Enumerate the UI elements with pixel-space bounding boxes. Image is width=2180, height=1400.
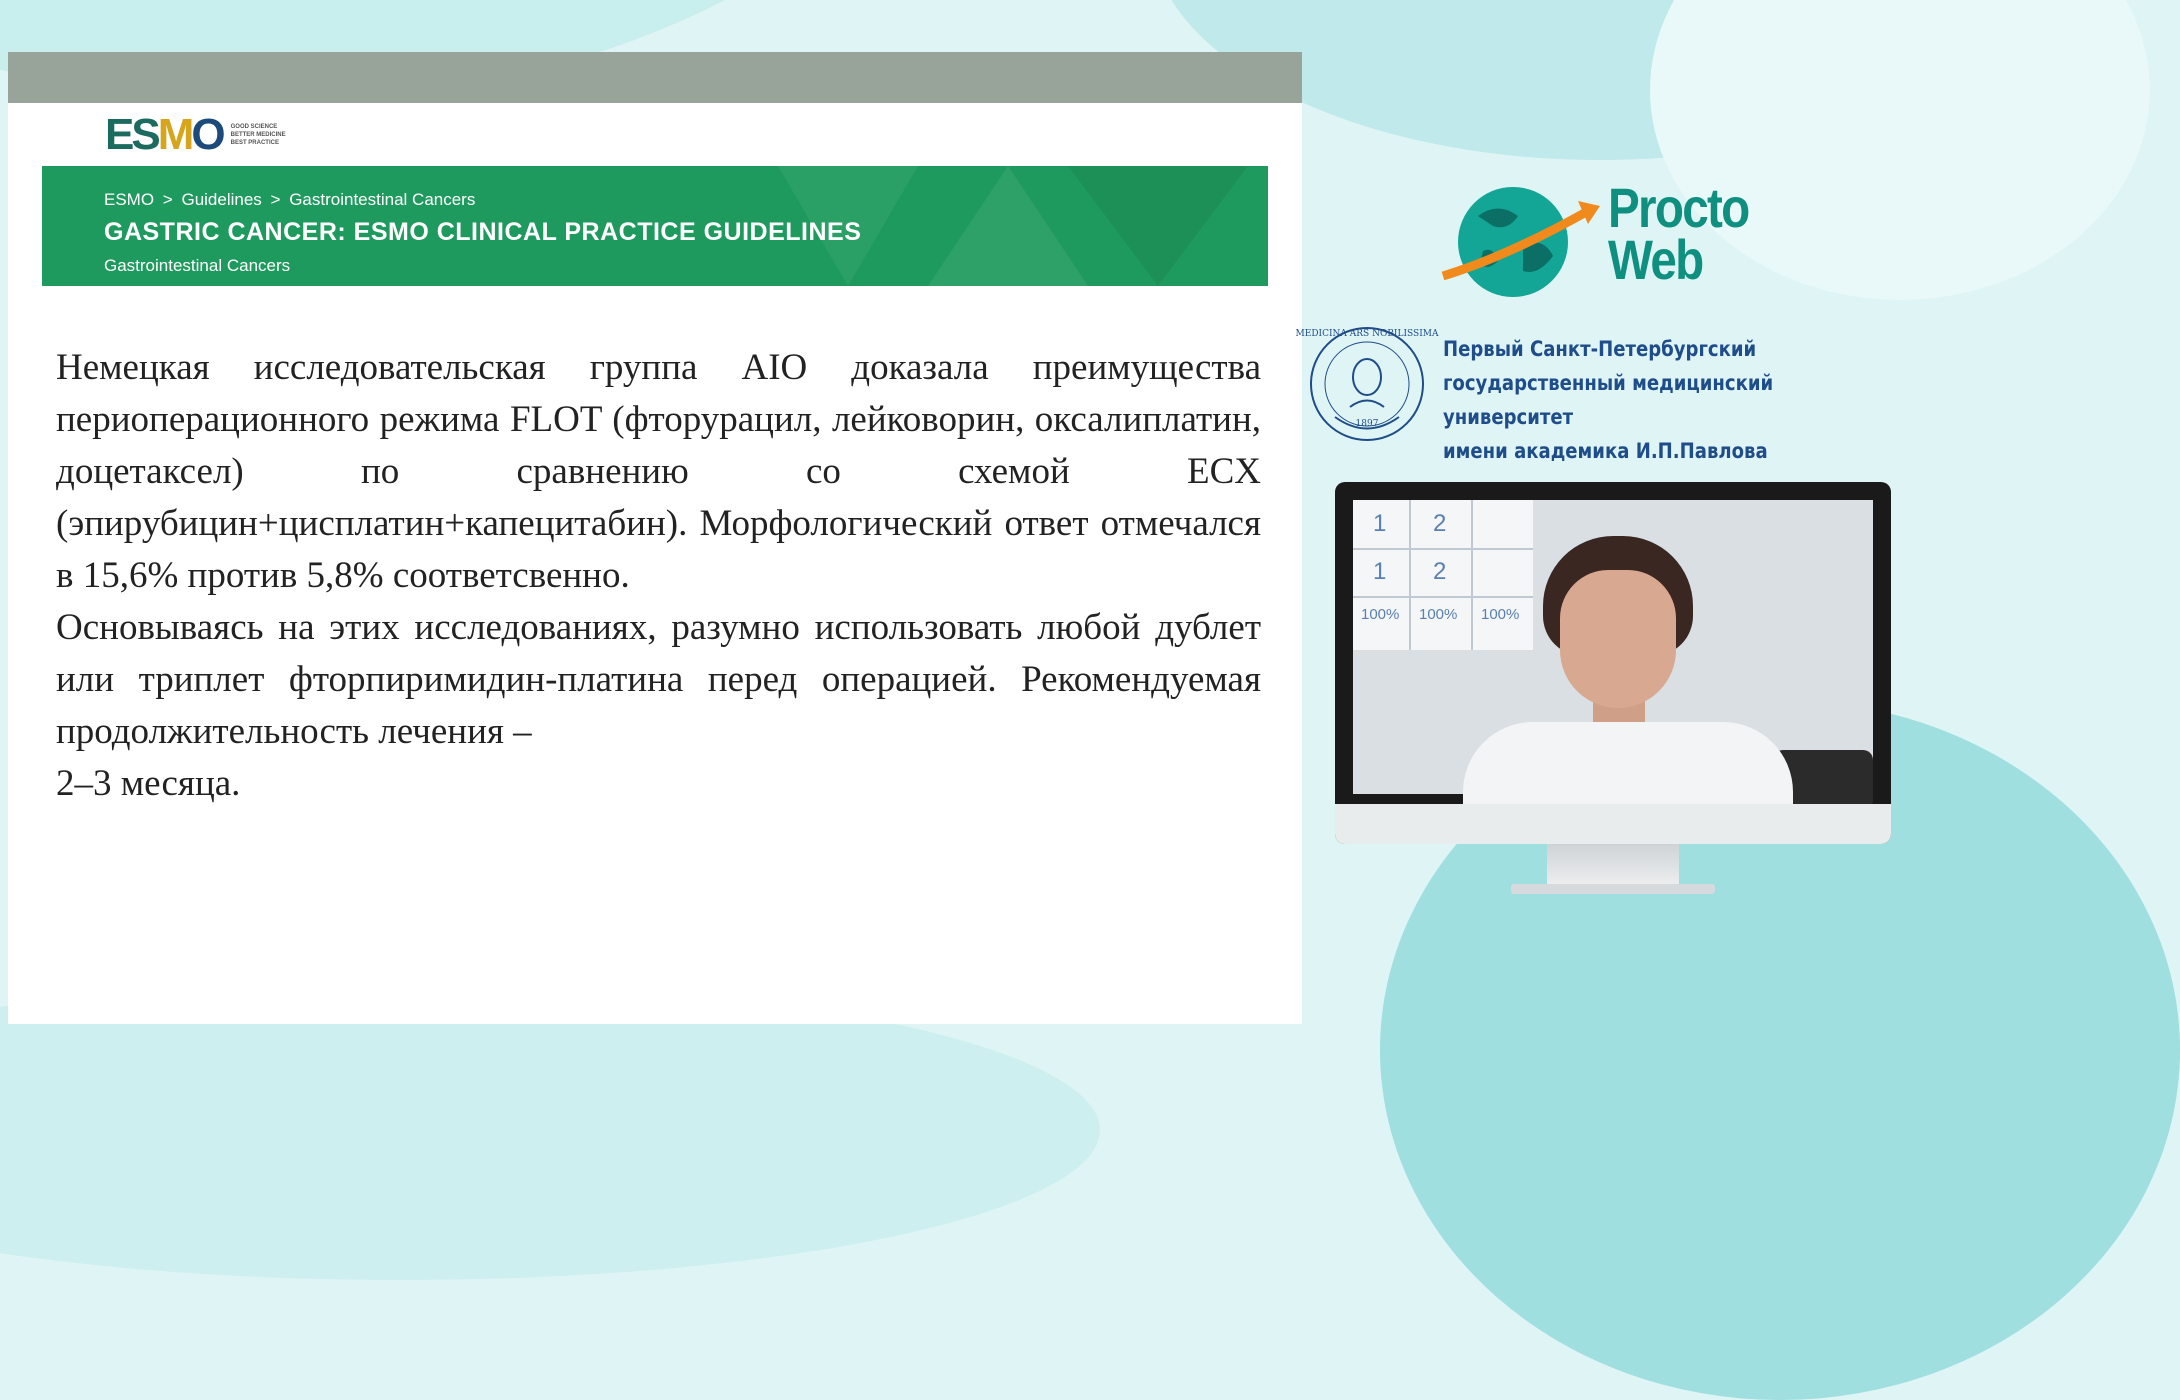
banner-title: GASTRIC CANCER: ESMO CLINICAL PRACTICE GUIDELINES <box>104 218 862 246</box>
speaker-video-monitor <box>1335 482 1891 912</box>
breadcrumb-item: ESMO <box>104 190 155 209</box>
board-mark: 100% <box>1361 606 1400 623</box>
breadcrumb-separator: > <box>162 190 173 209</box>
banner-decoration <box>928 166 1088 286</box>
esmo-logo <box>105 110 286 159</box>
university-branding <box>1295 322 1774 463</box>
proctoweb-wordmark: Procto Web <box>1608 176 1749 291</box>
seal-year: 1897 <box>1355 419 1379 429</box>
slide-body-text <box>56 342 1261 810</box>
board-line <box>1353 548 1533 550</box>
breadcrumb-separator: > <box>270 190 281 209</box>
board-line <box>1409 500 1411 650</box>
presentation-slide <box>8 52 1302 1024</box>
board-line <box>1471 500 1473 650</box>
board-mark: 100% <box>1419 606 1458 623</box>
board-mark: 2 <box>1433 558 1447 585</box>
esmo-logo-wordmark: ESMO <box>105 110 223 159</box>
paragraph-1: Немецкая исследовательская группа AIO доказала преимущества периоперационного режима FLOT (фторурацил, лейковорин, оксалиплатин, доцетаксел) по сравнению со схемой ECX (эпирубицин+цисплатин+капецитабин). Морфологический ответ отмечался в 15,6% против 5,8% соответсвенно. <box>56 347 1261 596</box>
board-mark: 1 <box>1373 558 1387 585</box>
university-seal-icon <box>1295 322 1439 446</box>
board-mark: 2 <box>1433 510 1447 537</box>
monitor-stand <box>1547 844 1679 888</box>
banner-subtitle: Gastrointestinal Cancers <box>104 256 291 275</box>
whiteboard <box>1353 500 1533 650</box>
board-mark: 100% <box>1481 606 1520 623</box>
breadcrumb-item: Gastrointestinal Cancers <box>289 190 476 209</box>
monitor-stand-base <box>1511 884 1715 894</box>
esmo-tagline: GOOD SCIENCE BETTER MEDICINE BEST PRACTICE <box>230 124 286 146</box>
board-line <box>1353 596 1533 598</box>
banner-decoration <box>1068 166 1248 286</box>
guidelines-banner <box>42 166 1268 286</box>
slide-top-bar <box>8 52 1302 103</box>
breadcrumb-item: Guidelines <box>181 190 262 209</box>
monitor-chin <box>1335 804 1891 844</box>
background-shape <box>0 980 1100 1280</box>
speaker-video[interactable] <box>1353 500 1873 794</box>
university-name: Первый Санкт-Петербургский государственный медицинский университет имени академика И.П.Павлова <box>1443 337 1774 463</box>
proctoweb-logo <box>1438 176 1749 316</box>
seal-motto: MEDICINA ARS NOBILISSIMA <box>1295 329 1439 339</box>
monitor-frame <box>1335 482 1891 844</box>
paragraph-2-end: 2–3 месяца. <box>56 763 241 804</box>
globe-icon <box>1438 176 1608 306</box>
paragraph-2: Основываясь на этих исследованиях, разумно использовать любой дублет или триплет фторпиримидин-платина перед операцией. Рекомендуемая продолжительность лечения – <box>56 607 1261 752</box>
board-mark: 1 <box>1373 510 1387 537</box>
breadcrumb <box>104 190 479 210</box>
speaker-face <box>1560 570 1676 708</box>
